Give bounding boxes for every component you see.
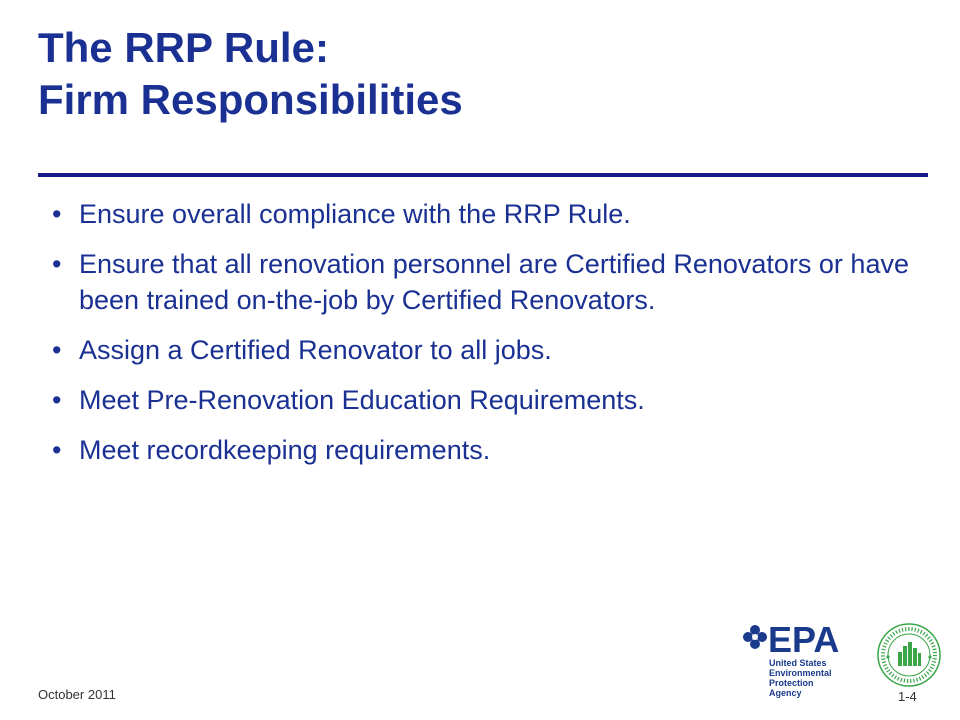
title-line-2: Firm Responsibilities [38,76,463,123]
bullet-item [52,332,912,368]
bullet-text: Ensure overall compliance with the RRP Rule. [79,199,631,229]
bullet-item [52,246,912,318]
bullet-text: Meet Pre-Renovation Education Requirements. [79,385,645,415]
bullet-item [52,432,912,468]
page-number: 1-4 [898,689,917,704]
footer-date: October 2011 [38,687,116,702]
hud-seal-icon [876,622,942,688]
bullet-text: Assign a Certified Renovator to all jobs. [79,335,552,365]
bullet-dot: • [52,249,62,279]
bullet-text: Ensure that all renovation personnel are Certified Renovators or have been trained on-the-job by Certified Renovators. [79,249,909,315]
title-divider [38,173,928,177]
slide-title [38,22,463,126]
bullet-dot: • [52,435,62,465]
bullet-list [52,196,912,482]
epa-line-2: Environmental Protection [769,668,832,688]
bullet-dot: • [52,335,62,365]
title-line-1: The RRP Rule: [38,24,329,71]
epa-logo [742,622,870,698]
epa-wordmark: EPA [768,622,840,656]
bullet-item [52,196,912,232]
epa-line-3: Agency [769,688,802,698]
bullet-item [52,382,912,418]
epa-agency-name [769,658,874,698]
bullet-dot: • [52,199,62,229]
epa-flower-icon [742,622,870,656]
bullet-dot: • [52,385,62,415]
bullet-text: Meet recordkeeping requirements. [79,435,491,465]
epa-line-1: United States [769,658,827,668]
